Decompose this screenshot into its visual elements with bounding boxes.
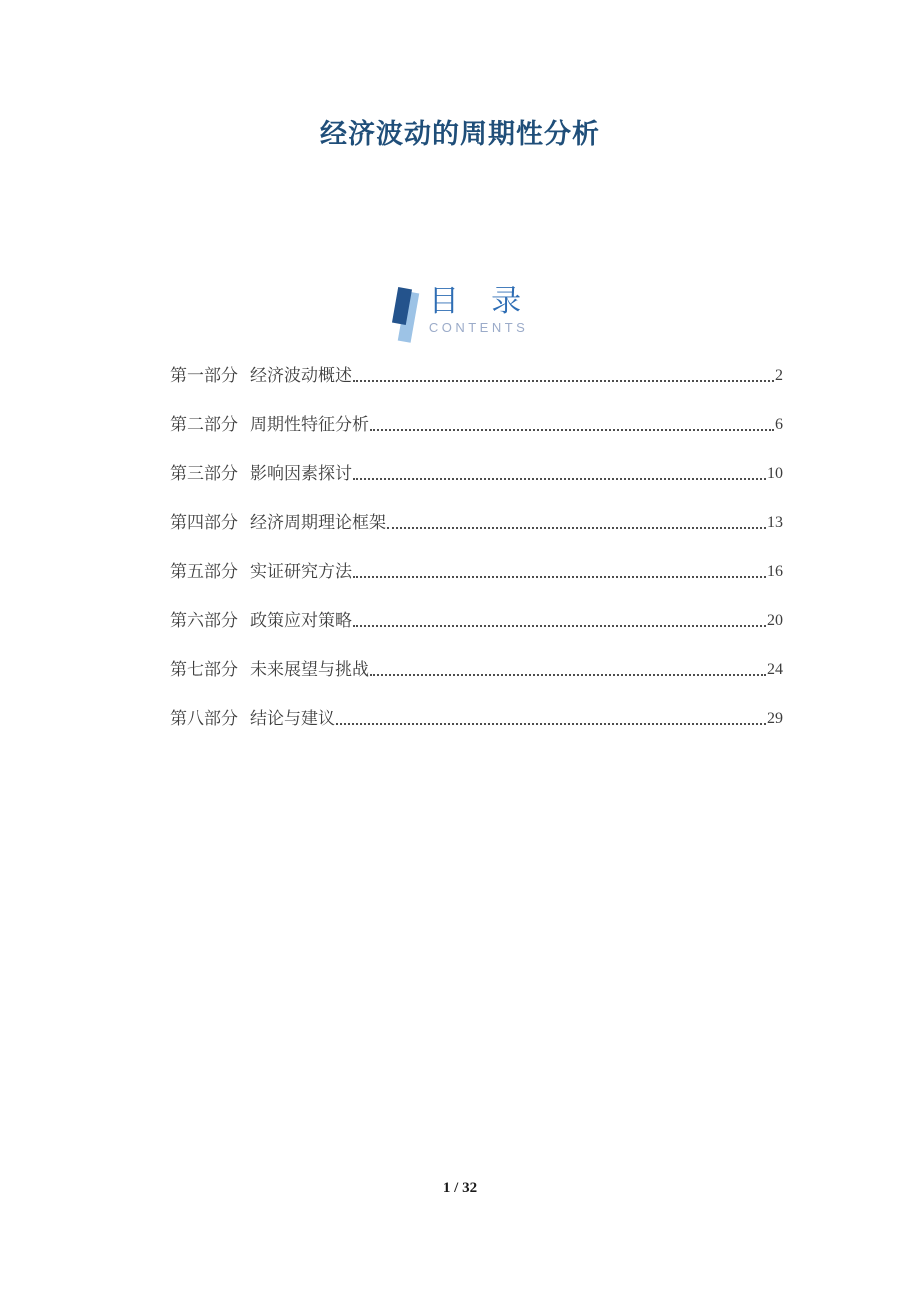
toc-heading-english: CONTENTS	[428, 320, 529, 335]
dot-leader	[387, 527, 766, 529]
toc-page-number: 10	[767, 465, 783, 482]
toc-entry-title: 未来展望与挑战	[250, 660, 369, 679]
toc-page-number: 24	[767, 661, 783, 678]
page-number-footer: 1 / 32	[442, 1180, 478, 1196]
toc-part-label: 第三部分	[170, 464, 238, 483]
toc-page-number: 2	[775, 367, 783, 384]
toc-heading-group	[429, 286, 533, 335]
toc-entry-2[interactable]	[170, 415, 783, 435]
toc-entry-title: 经济波动概述	[250, 366, 352, 385]
toc-entry-title: 影响因素探讨	[250, 464, 352, 483]
toc-entry-5[interactable]	[170, 562, 783, 582]
toc-logo-icon	[387, 286, 425, 348]
toc-part-label: 第六部分	[170, 611, 238, 630]
toc-part-label: 第五部分	[170, 562, 238, 581]
toc-part-label: 第四部分	[170, 513, 238, 532]
toc-page-number: 20	[767, 612, 783, 629]
toc-entry-title: 实证研究方法	[250, 562, 352, 581]
toc-part-label: 第一部分	[170, 366, 238, 385]
toc-entry-3[interactable]	[170, 464, 783, 484]
toc-entry-title: 政策应对策略	[250, 611, 352, 630]
toc-heading: 目 录	[428, 285, 534, 318]
toc-page-number: 13	[767, 514, 783, 531]
dot-leader	[353, 380, 774, 382]
dot-leader	[353, 625, 766, 627]
dot-leader	[336, 723, 766, 725]
toc-part-label: 第八部分	[170, 709, 238, 728]
toc-entry-title: 周期性特征分析	[250, 415, 369, 434]
toc-header	[0, 286, 920, 348]
toc-entry-7[interactable]	[170, 660, 783, 680]
toc-page-number: 16	[767, 563, 783, 580]
dot-leader	[353, 478, 766, 480]
toc-page-number: 6	[775, 416, 783, 433]
dot-leader	[370, 674, 766, 676]
document-title: 经济波动的周期性分析	[320, 119, 600, 149]
toc-page-number: 29	[767, 710, 783, 727]
toc-entry-6[interactable]	[170, 611, 783, 631]
toc-part-label: 第七部分	[170, 660, 238, 679]
toc-entry-title: 经济周期理论框架	[250, 513, 386, 532]
toc-entry-1[interactable]	[170, 366, 783, 386]
dot-leader	[353, 576, 766, 578]
toc-part-label: 第二部分	[170, 415, 238, 434]
dot-leader	[370, 429, 774, 431]
toc-entry-8[interactable]	[170, 709, 783, 729]
toc-entry-title: 结论与建议	[250, 709, 335, 728]
toc-list	[170, 366, 783, 758]
toc-entry-4[interactable]	[170, 513, 783, 533]
